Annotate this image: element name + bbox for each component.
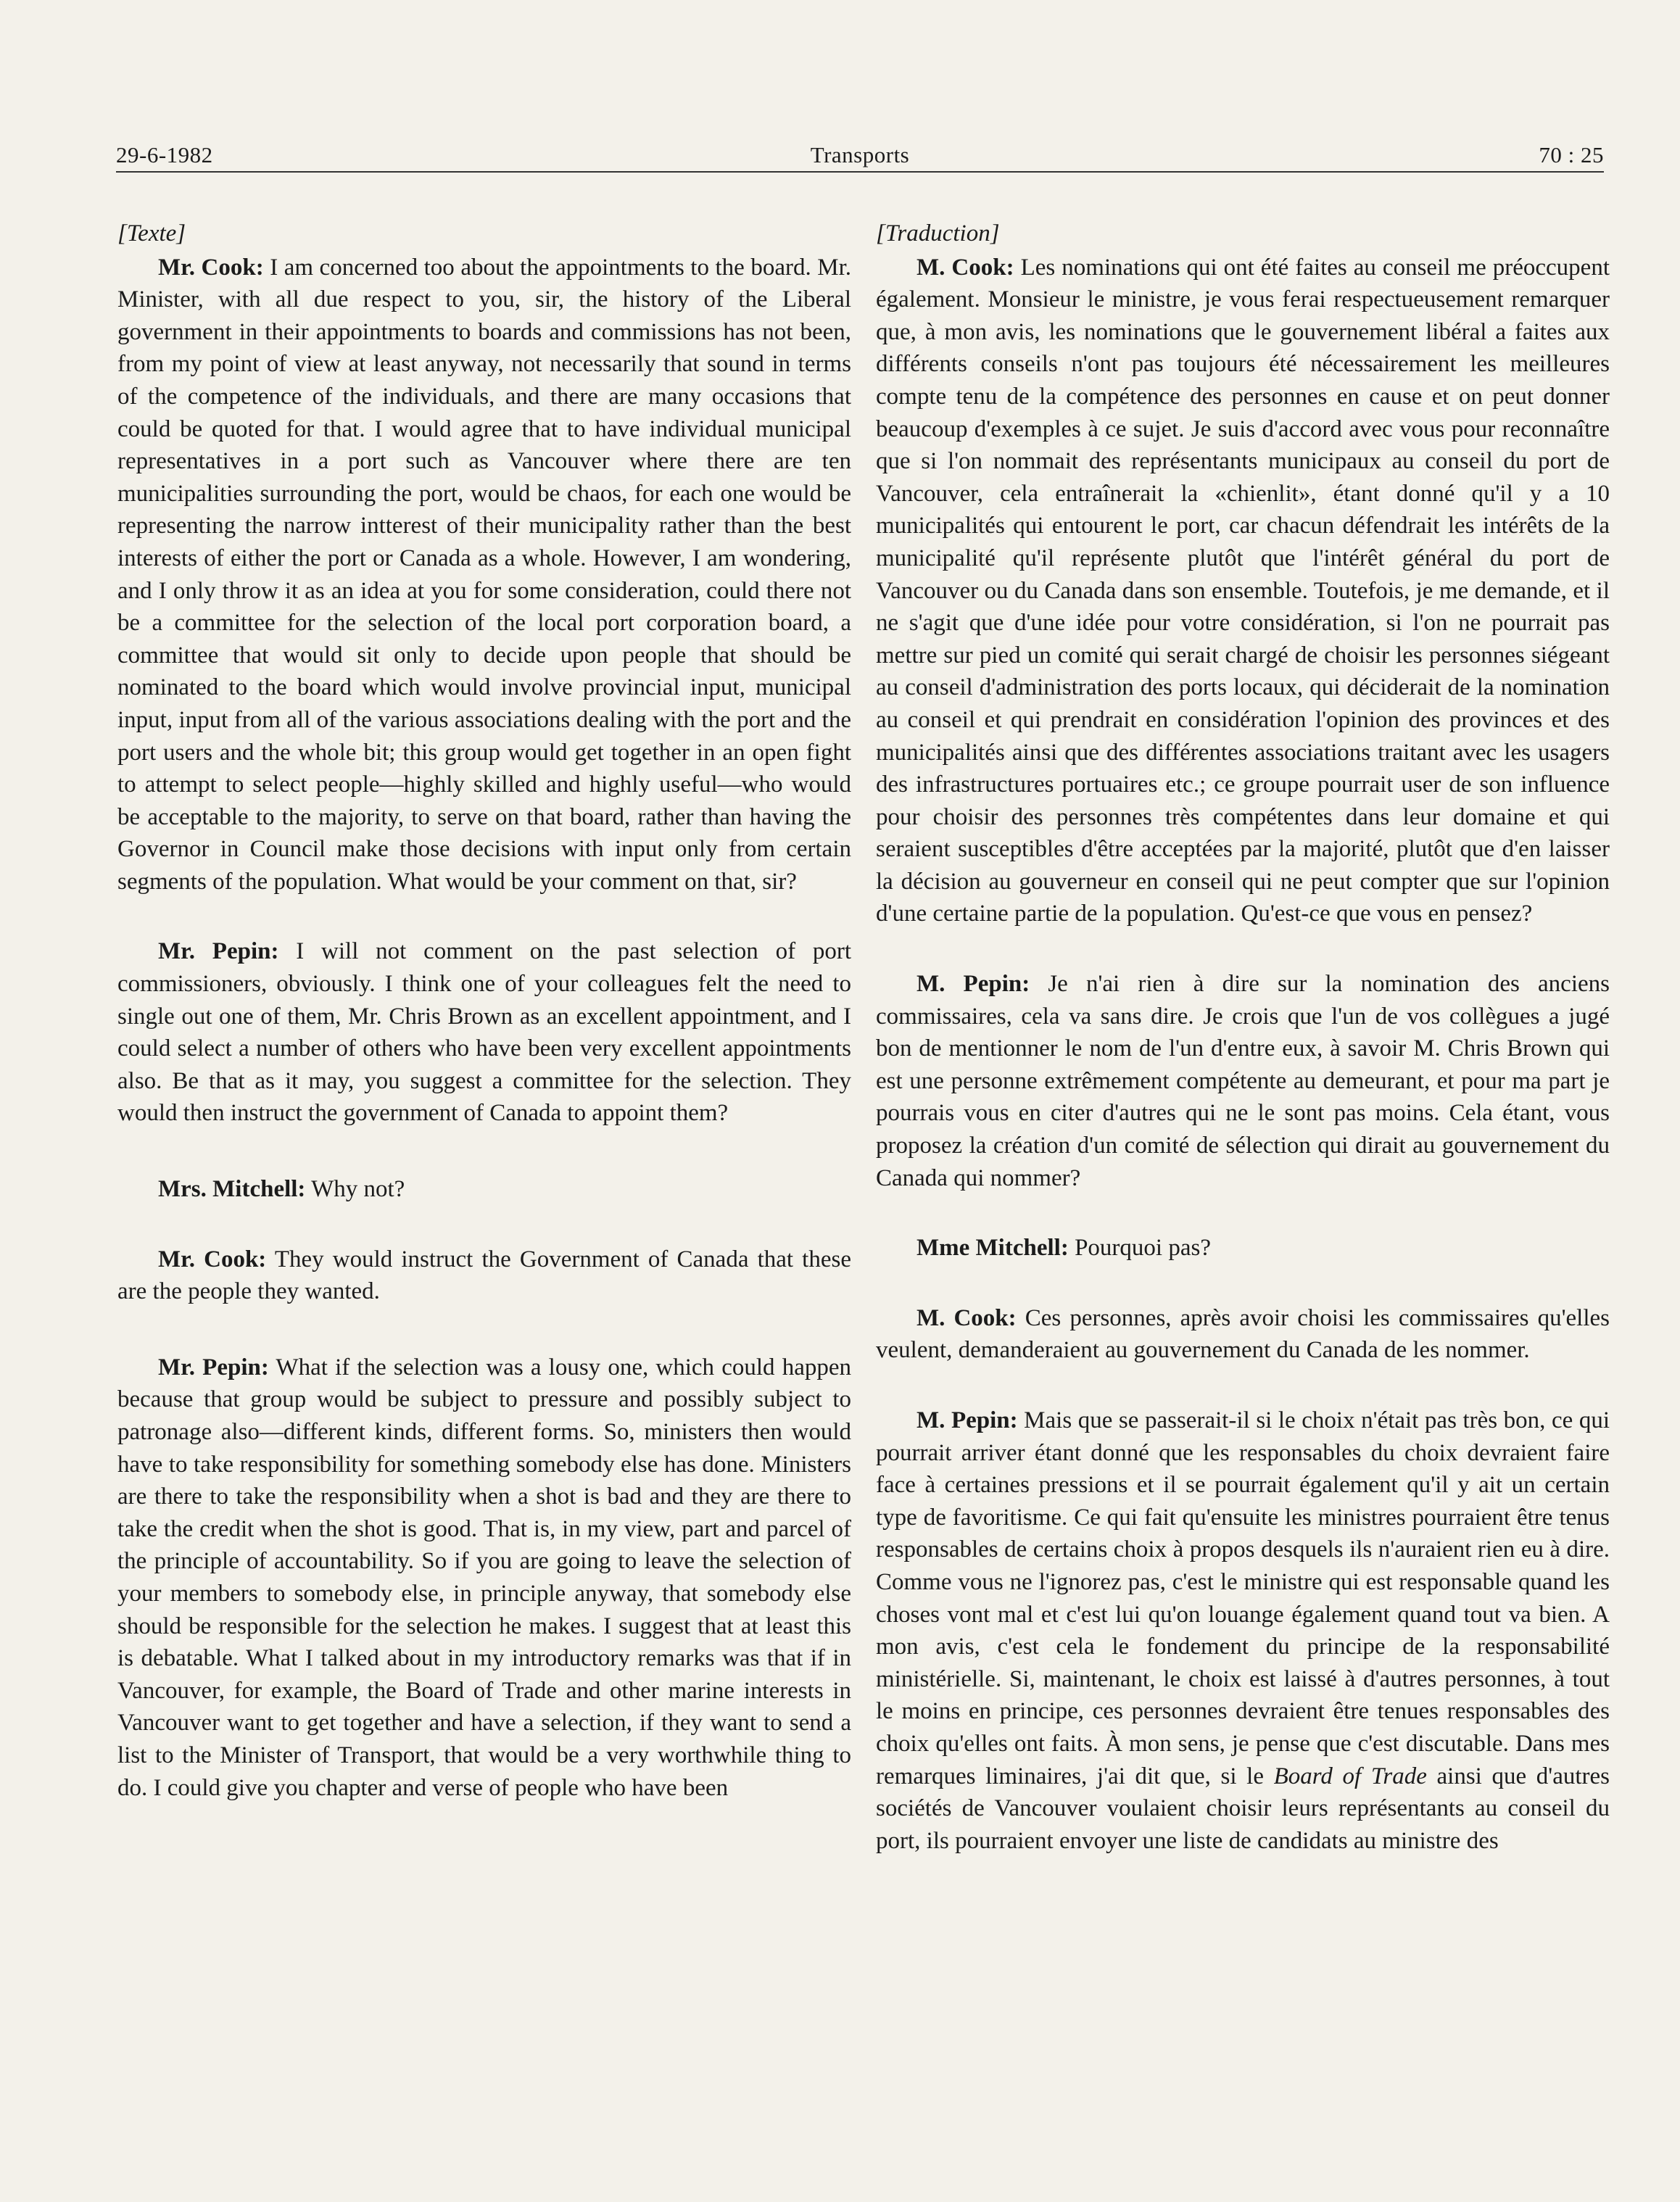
paragraph-mitchell-fr [876, 1232, 1610, 1265]
paragraph-text: What if the selection was a lousy one, which could happen because that group would be subject to pressure and possibly subject to patronage also—different kinds, different forms. So, ministers then would have to take responsibility for something somebody else has done. Ministers are there to take the responsibility when a shot is bad and they are there to take the credit when the shot is good. That is, in my view, part and parcel of the principle of accountability. So if you are going to leave the selection of your members to somebody else, in principle anyway, that somebody else should be responsible for the selection he makes. I suggest that at least this is debatable. What I talked about in my introductory remarks was that if in Vancouver, for example, the Board of Trade and other marine interests in Vancouver want to get together and have a selection, if they want to send a list to the Minister of Transport, that would be a very worthwhile thing to do. I could give you chapter and verse of people who have been [117, 1354, 851, 1801]
paragraph-pepin-2-en [117, 1352, 851, 1804]
paragraph-mitchell-en [117, 1173, 851, 1206]
paragraph-cook-2-fr [876, 1302, 1610, 1367]
header-page-number: 70 : 25 [1539, 142, 1604, 167]
header-title: Transports [810, 142, 910, 167]
speaker-label: Mr. Pepin: [158, 938, 279, 965]
paragraph-text: Why not? [305, 1176, 405, 1203]
paragraph-cook-1-en [117, 252, 851, 898]
speaker-label: M. Pepin: [916, 971, 1030, 998]
speaker-label: Mrs. Mitchell: [158, 1176, 306, 1203]
paragraph-text: Je n'ai rien à dire sur la nomination des anciens commissaires, cela va sans dire. Je crois que l'un de vos collègues a jugé bon de mentionner le nom de l'un d'entre eux, à savoir M. Chris Brown qui est une personne extrêmement compétente au demeurant, et pour ma part je pourrais vous en citer d'autres qui ne le sont pas moins. Cela étant, vous proposez la création d'un comité de sélection qui dirait au gouvernement du Canada qui nommer? [876, 971, 1610, 1191]
paragraph-text: ainsi que d'autres sociétés de Vancouver voulaient choisir leurs représentants au conseil du port, ils pourraient envoyer une liste de candidats au ministre des [876, 1763, 1610, 1854]
paragraph-text: They would instruct the Government of Canada that these are the people they wanted. [117, 1246, 851, 1305]
paragraph-text: I will not comment on the past selection of port commissioners, obviously. I think one of your colleagues felt the need to single out one of them, Mr. Chris Brown as an excellent appointment, and I could select a number of others who have been very excellent appointments also. Be that as it may, you suggest a committee for the selection. They would then instruct the government of Canada to appoint them? [117, 938, 851, 1127]
paragraph-text: I am concerned too about the appointments to the board. Mr. Minister, with all due respect to you, sir, the history of the Liberal government in their appointments to boards and commissions has not been, from my point of view at least anyway, not necessarily that sound in terms of the competence of the individuals, and there are many occasions that could be quoted for that. I would agree that to have individual municipal representatives in a port such as Vancouver where there are ten municipalities surrounding the port, would be chaos, for each one would be representing the narrow intterest of their municipality rather than the best interests of either the port or Canada as a whole. However, I am wondering, and I only throw it as an idea at you for some consideration, could there not be a committee for the selection of the local port corporation board, a committee that would sit only to decide upon people that should be nominated to the board which would involve provincial input, municipal input, input from all of the various associations dealing with the port and the port users and the whole bit; this group would get together in an open fight to attempt to select people—highly skilled and highly useful—who would be acceptable to the majority, to serve on that board, rather than having the Governor in Council make those decisions with input only from certain segments of the population. What would be your comment on that, sir? [117, 254, 851, 895]
speaker-label: Mr. Cook: [158, 1246, 267, 1272]
speaker-label: Mme Mitchell: [916, 1235, 1069, 1262]
paragraph-cook-1-fr [876, 252, 1610, 930]
running-header [116, 138, 1604, 173]
header-date: 29-6-1982 [116, 142, 213, 167]
paragraph-cook-2-en [117, 1243, 851, 1308]
paragraph-text: Les nominations qui ont été faites au conseil me préoccupent également. Monsieur le ministre, je vous ferai respectueusement remarquer que, à mon avis, les nominations que le gouvernement libéral a faites aux différents conseils n'ont pas toujours été nécessairement les meilleures compte tenu de la compétence des personnes en cause et on peut donner beaucoup d'exemples à ce sujet. Je suis d'accord avec vous pour reconnaître que si l'on nommait des représentants municipaux au conseil du port de Vancouver, cela entraînerait la «chienlit», étant donné qu'il y a 10 municipalités qui entourent le port, car chacun défendrait les intérêts de la municipalité qu'il représente plutôt que l'intérêt général du port de Vancouver ou du Canada dans son ensemble. Toutefois, je me demande, et il ne s'agit que d'une idée pour votre considération, si l'on ne pourrait pas mettre sur pied un comité qui serait chargé de choisir les personnes siégeant au conseil d'administration des ports locaux, qui déciderait de la nomination au conseil et qui prendrait en considération l'opinion des provinces et des municipalités ainsi que des différentes associations traitant avec les usagers des infrastructures portuaires etc.; ce groupe pourrait user de son influence pour choisir des personnes très compétentes dans leur domaine et qui seraient susceptibles d'être acceptées par la majorité, plutôt que d'en laisser la décision au gouverneur en conseil qui ne peut compter que sur l'opinion d'une certaine partie de la population. Qu'est-ce que vous en pensez? [876, 254, 1610, 927]
paragraph-pepin-2-fr [876, 1404, 1610, 1857]
speaker-label: M. Pepin: [916, 1407, 1018, 1433]
speaker-label: M. Cook: [916, 1304, 1017, 1331]
french-column [876, 218, 1610, 1857]
paragraph-pepin-1-fr [876, 968, 1610, 1194]
english-column [117, 218, 851, 1804]
paragraph-text: Pourquoi pas? [1068, 1235, 1211, 1262]
paragraph-pepin-1-en [117, 935, 851, 1130]
language-tag-french: [Traduction] [876, 220, 1000, 247]
italic-board-of-trade: Board of Trade [1273, 1763, 1427, 1789]
speaker-label: M. Cook: [916, 254, 1014, 281]
speaker-label: Mr. Cook: [158, 254, 264, 281]
speaker-label: Mr. Pepin: [158, 1354, 269, 1381]
language-tag-english: [Texte] [117, 220, 186, 247]
paragraph-text: Mais que se passerait-il si le choix n'était pas très bon, ce qui pourrait arriver étant donné que les responsables du choix devraient faire face à certaines pressions et il se pourrait également qu'il y ait un certain type de favoritisme. Ce qui fait qu'ensuite les ministres pourraient être tenus responsables de certains choix à propos desquels ils n'auraient rien eu à dire. Comme vous ne l'ignorez pas, c'est le ministre qui est responsable quand les choses vont mal et c'est lui qu'on louange également quand tout va bien. A mon avis, c'est cela le fondement du principe de la responsabilité ministérielle. Si, maintenant, le choix est laissé à d'autres personnes, à tout le moins en principe, ces personnes devraient être tenues responsables des choix qu'elles ont faits. À mon sens, je pense que c'est discutable. Dans mes remarques liminaires, j'ai dit que, si le [876, 1407, 1610, 1789]
paragraph-text: Ces personnes, après avoir choisi les commissaires qu'elles veulent, demanderaient au gouvernement du Canada de les nommer. [876, 1304, 1610, 1364]
